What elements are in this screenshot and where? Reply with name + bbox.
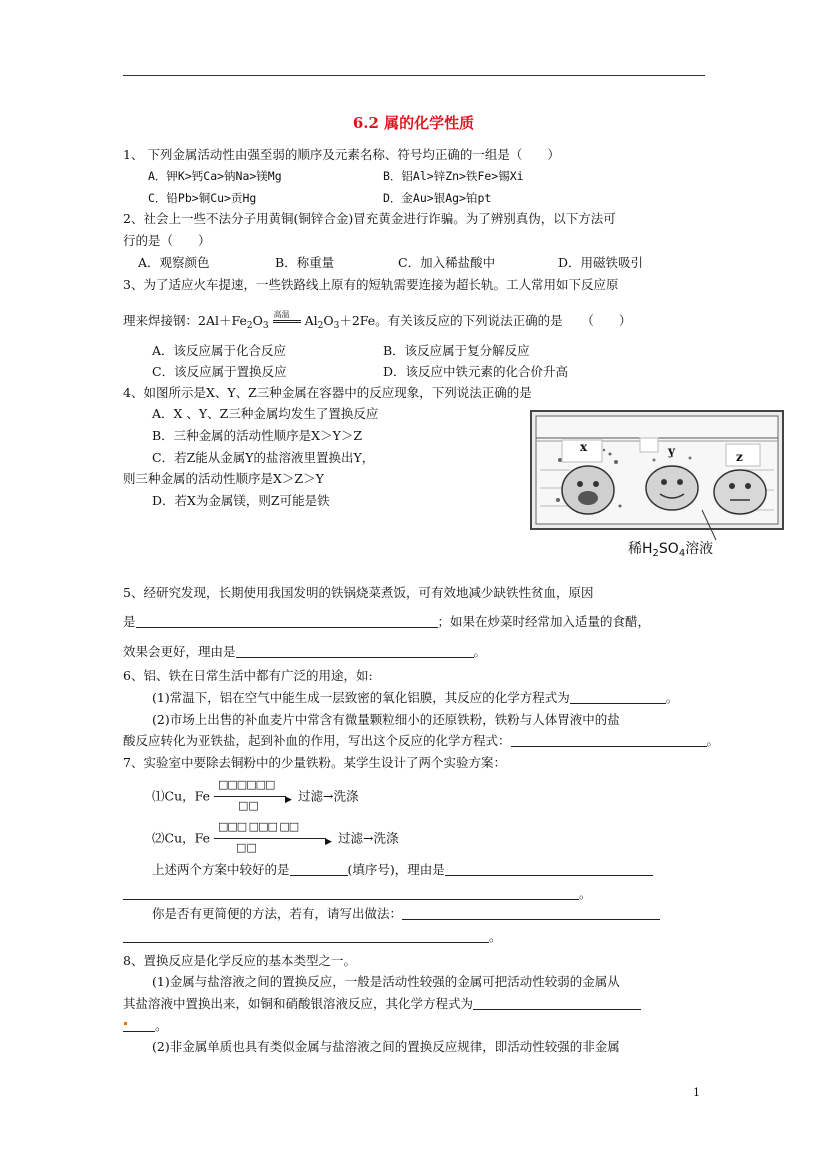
q6-answer-blank-2[interactable] — [511, 734, 707, 747]
q3-reaction-arrow — [273, 309, 301, 330]
metal-label-x: x — [580, 440, 588, 454]
q7-plan2-reagent: □□□ □□□ □□ — [218, 820, 299, 833]
q2-stem-line2: 行的是（ ） — [123, 233, 211, 248]
q7-answer-blank-reason[interactable] — [445, 863, 653, 876]
q3-option-b: B．该反应属于复分解反应 — [383, 343, 530, 358]
q4-stem: 4、如图所示是X、Y、Z三种金属在容器中的反应现象，下列说法正确的是 — [123, 385, 532, 400]
q3-equation-end: ＋2Fe。有关该反应的下列说法正确的是 （ ） — [339, 313, 632, 328]
q5-line2-start: 是 — [123, 614, 136, 629]
caption-suffix: 溶液 — [685, 541, 714, 557]
q4-option-b: B．三种金属的活动性顺序是X＞Y＞Z — [152, 428, 363, 443]
q7-answer-blank-method-2[interactable] — [123, 930, 489, 943]
q5-answer-blank-1[interactable] — [136, 615, 438, 628]
q6-line3: (2)市场上出售的补血麦片中常含有微量颗粒细小的还原铁粉，铁粉与人体胃液中的盐 — [152, 712, 620, 727]
ink-mark — [124, 1022, 127, 1025]
q2-stem-line1: 2、社会上一些不法分子用黄铜(铜锌合金)冒充黄金进行诈骗。为了辨别真伪，以下方法可 — [123, 211, 616, 226]
q6-answer-blank-1[interactable] — [570, 691, 666, 704]
q4-option-c-line1: C．若Z能从金属Y的盐溶液里置换出Y， — [152, 450, 375, 465]
q7-plan2-arrow: □□□ □□□ □□ ▶ □□ — [214, 826, 334, 852]
metal-label-z: z — [736, 450, 743, 464]
q5-line3 — [123, 644, 486, 660]
q2-option-c: C．加入稀盐酸中 — [398, 255, 496, 270]
q8-line4 — [123, 1018, 168, 1034]
metal-label-y: y — [668, 444, 675, 458]
q7-reason-label: (填序号)，理由是 — [347, 862, 445, 877]
q3-option-c: C．该反应属于置换反应 — [152, 364, 287, 379]
q5-line3-end: 。 — [473, 644, 487, 659]
q7-plan1 — [152, 778, 359, 812]
figure-caption: 稀$H_2SO_4$溶液 — [628, 541, 714, 559]
q7-plan1-reactants: ⑴Cu，Fe — [152, 788, 211, 804]
q6-part1-text: (1)常温下，铝在空气中能生成一层致密的氧化铝膜，其反应的化学方程式为 — [152, 690, 570, 705]
q4-option-d: D．若X为金属镁，则Z可能是铁 — [152, 493, 330, 508]
q2-option-a: A．观察颜色 — [138, 255, 210, 270]
q6-line1: 6、铝、铁在日常生活中都有广泛的用途，如: — [123, 668, 373, 683]
q3-option-d: D．该反应中铁元素的化合价升高 — [383, 364, 569, 379]
q7-plan1-reagent: □□□□□□ — [218, 778, 275, 791]
q6-line4 — [123, 733, 719, 749]
q5-answer-blank-2[interactable] — [236, 645, 474, 658]
q3-stem-line1: 3、为了适应火车提速，一些铁路线上原有的短轨需要连接为超长轨。工人常用如下反应原 — [123, 277, 619, 292]
q7-line4 — [152, 862, 653, 878]
q6-part1-end: 。 — [665, 690, 679, 705]
q1-option-d: D．金Au>银Ag>铂pt — [383, 191, 492, 205]
q8-line3 — [123, 996, 641, 1012]
q7-plan2-reactants: ⑵Cu，Fe — [152, 830, 211, 846]
q5-line3-start: 效果会更好，理由是 — [123, 644, 236, 659]
q7-answer-blank-method[interactable] — [402, 907, 660, 920]
q5-line1: 5、经研究发现，长期使用我国发明的铁锅烧菜煮饭，可有效地减少缺铁性贫血，原因 — [123, 585, 594, 600]
q7-line1: 7、实验室中要除去铜粉中的少量铁粉。某学生设计了两个实验方案： — [123, 755, 506, 770]
page-title: 6.2 属的化学性质 — [352, 114, 475, 132]
q6-part2-end: 。 — [706, 733, 720, 748]
q7-line7 — [123, 929, 502, 945]
q6-part2-text: 酸反应转化为亚铁盐，起到补血的作用，写出这个反应的化学方程式： — [123, 733, 511, 748]
q3-equation-mid: Al — [304, 313, 318, 328]
q7-answer-blank-reason-2[interactable] — [123, 887, 579, 900]
header-rule — [123, 75, 705, 76]
q7-plan1-arrow: □□□□□□ ▶ □□ — [214, 784, 294, 810]
q7-line6 — [152, 906, 660, 922]
q5-line2 — [123, 614, 650, 630]
q7-line7-end: 。 — [489, 929, 502, 944]
q3-condition: 高温 — [273, 309, 290, 319]
q1-option-a: A．钾K>钙Ca>钠Na>镁Mg — [148, 169, 282, 183]
q8-line1: 8、置换反应是化学反应的基本类型之一。 — [123, 953, 356, 968]
q8-line4-end: 。 — [155, 1018, 168, 1033]
q1-option-b: B．铝Al>锌Zn>铁Fe>锡Xi — [383, 169, 524, 183]
q3-option-a: A．该反应属于化合反应 — [152, 343, 287, 358]
q3-equation-line: 理来焊接钢：$2Al+Fe_2O_3$ 高温 $Al_2O_3+2Fe$。有关该反应的下列说法正确的是 （ ） — [123, 313, 631, 334]
q8-line3-text: 其盐溶液中置换出来，如铜和硝酸银溶液反应，其化学方程式为 — [123, 996, 474, 1011]
q7-line5 — [123, 886, 592, 902]
q8-answer-blank-1-cont[interactable] — [123, 1019, 155, 1032]
q8-line5: (2)非金属单质也具有类似金属与盐溶液之间的置换反应规律，即活动性较强的非金属 — [152, 1039, 620, 1054]
q4-option-a: A．X 、Y、Z三种金属均发生了置换反应 — [152, 406, 379, 421]
q7-line5-end: 。 — [579, 886, 592, 901]
q5-line2-end: ；如果在炒菜时经常加入适量的食醋， — [437, 614, 651, 629]
caption-prefix: 稀H — [628, 541, 653, 557]
q2-option-b: B．称重量 — [275, 255, 335, 270]
q7-plan2-condition: □□ — [236, 841, 257, 854]
q3-equation-start: 理来焊接钢：2Al＋Fe — [123, 313, 247, 328]
q1-stem: 1、 下列金属活动性由强至弱的顺序及元素名称、符号均正确的一组是（ ） — [123, 147, 560, 162]
q6-line2 — [152, 690, 678, 706]
q7-method-label: 你是否有更简便的方法，若有，请写出做法： — [152, 906, 403, 921]
q7-plan2-steps: 过滤→洗涤 — [337, 830, 399, 846]
q1-option-c: C．铅Pb>铜Cu>贡Hg — [148, 191, 257, 205]
q4-option-c-line2: 则三种金属的活动性顺序是X＞Z＞Y — [123, 471, 324, 486]
q7-question-text: 上述两个方案中较好的是 — [152, 862, 290, 877]
metal-reaction-figure — [530, 410, 784, 560]
q7-plan2 — [152, 820, 399, 854]
q8-answer-blank-1[interactable] — [473, 997, 641, 1010]
q7-plan1-condition: □□ — [238, 799, 259, 812]
q8-line2: (1)金属与盐溶液之间的置换反应，一般是活动性较强的金属可把活动性较弱的金属从 — [152, 974, 620, 989]
q7-answer-blank-choice[interactable] — [290, 863, 348, 876]
q2-option-d: D．用磁铁吸引 — [558, 255, 644, 270]
page-number: 1 — [693, 1086, 700, 1099]
q7-plan1-steps: 过滤→洗涤 — [297, 788, 359, 804]
